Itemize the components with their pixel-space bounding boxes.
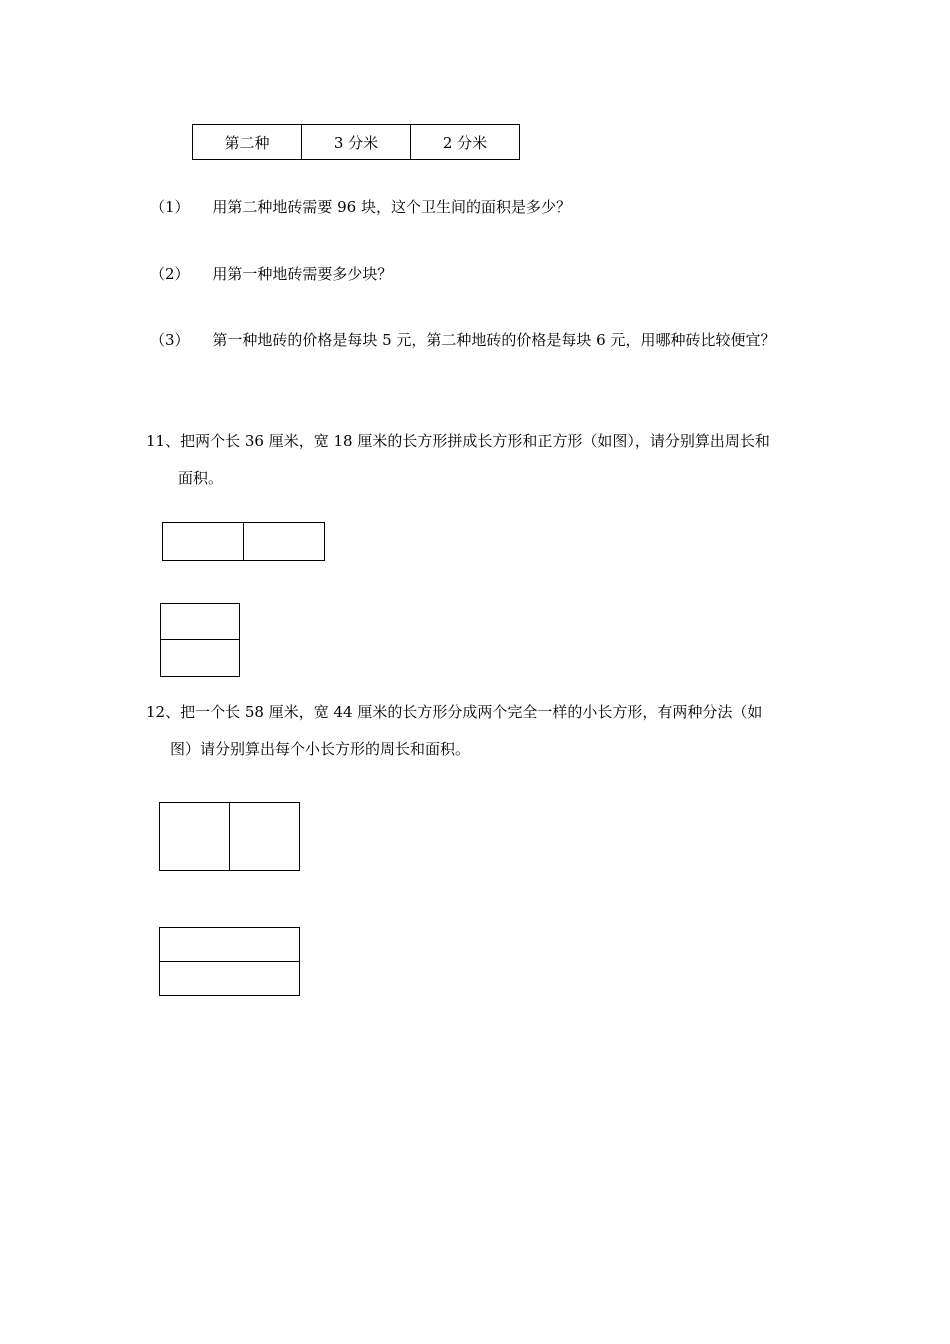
tile-width-cell: 2 分米 bbox=[411, 125, 520, 160]
subquestion-2 bbox=[150, 263, 392, 284]
divider-line bbox=[229, 802, 230, 871]
question-11-line2: 面积。 bbox=[178, 469, 224, 487]
subquestion-1 bbox=[150, 196, 571, 217]
subquestion-number: （3） bbox=[150, 331, 190, 349]
tile-size-table bbox=[192, 124, 520, 160]
subquestion-text: 用第一种地砖需要多少块？ bbox=[212, 265, 393, 283]
combined-square bbox=[160, 603, 240, 677]
subquestion-number: （1） bbox=[150, 198, 190, 216]
question-12-line1: 12、把一个长 58 厘米，宽 44 厘米的长方形分成两个完全一样的小长方形，有两种分法（如 bbox=[146, 703, 763, 721]
subquestion-number: （2） bbox=[150, 265, 190, 283]
divider-line bbox=[159, 961, 300, 962]
table-row bbox=[193, 125, 520, 160]
subquestion-text: 用第二种地砖需要 96 块，这个卫生间的面积是多少？ bbox=[212, 198, 571, 216]
question-12-line2: 图）请分别算出每个小长方形的周长和面积。 bbox=[170, 740, 471, 758]
divider-line bbox=[243, 522, 244, 561]
subquestion-3 bbox=[150, 329, 776, 350]
tile-type-cell: 第二种 bbox=[193, 125, 302, 160]
tile-length-cell: 3 分米 bbox=[302, 125, 411, 160]
divider-line bbox=[160, 639, 240, 640]
subquestion-text: 第一种地砖的价格是每块 5 元，第二种地砖的价格是每块 6 元，用哪种砖比较便宜？ bbox=[212, 331, 776, 349]
question-11-line1: 11、把两个长 36 厘米，宽 18 厘米的长方形拼成长方形和正方形（如图），请分别算出周长和 bbox=[146, 432, 770, 450]
